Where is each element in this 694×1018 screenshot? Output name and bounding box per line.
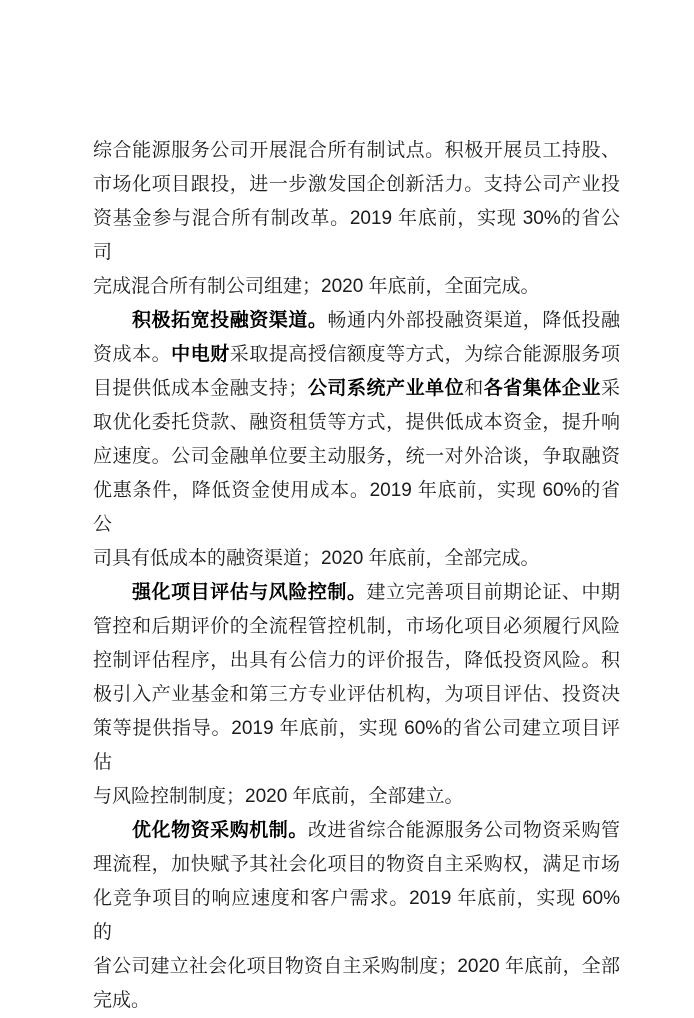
text-line	[93, 542, 620, 576]
paragraph	[93, 576, 620, 814]
text-run: 资基金参与混合所有制改革。2019 年底前，实现 30%的省公司	[93, 208, 620, 263]
text-line	[93, 440, 620, 474]
text-run: 采	[600, 378, 620, 399]
text-line	[93, 678, 620, 712]
text-run: 应速度。公司金融单位要主动服务，统一对外洽谈，争取融资	[93, 446, 620, 467]
text-run: 极引入产业基金和第三方专业评估机构，为项目评估、投资决	[93, 684, 620, 705]
text-run: 策等提供指导。2019 年底前，实现 60%的省公司建立项目评估	[93, 718, 620, 773]
bold-text-run: 公司系统产业单位	[307, 378, 465, 399]
text-line	[93, 202, 620, 270]
bold-text-run: 优化物资采购机制。	[132, 820, 308, 841]
text-run: 理流程，加快赋予其社会化项目的物资自主采购权，满足市场	[93, 854, 620, 875]
text-line	[93, 882, 620, 950]
text-line	[93, 406, 620, 440]
text-run: 目提供低成本金融支持；	[93, 378, 308, 399]
paragraph	[93, 814, 620, 1018]
text-line	[93, 644, 620, 678]
text-run: 畅通内外部投融资渠道，降低投融	[327, 310, 620, 331]
text-line	[93, 304, 620, 338]
text-line	[93, 168, 620, 202]
text-run: 建立完善项目前期论证、中期	[366, 582, 620, 603]
text-run: 完成混合所有制公司组建；2020 年底前，全面完成。	[93, 276, 540, 297]
text-run: 与风险控制制度；2020 年底前，全部建立。	[93, 786, 464, 807]
text-run: 省公司建立社会化项目物资自主采购制度；2020 年底前，全部	[93, 956, 620, 977]
text-run: 化竞争项目的响应速度和客户需求。2019 年底前，实现 60%的	[93, 888, 620, 943]
text-line	[93, 848, 620, 882]
text-run: 和	[464, 378, 484, 399]
text-run: 综合能源服务公司开展混合所有制试点。积极开展员工持股、	[93, 140, 620, 161]
text-line	[93, 814, 620, 848]
text-line	[93, 134, 620, 168]
text-line	[93, 950, 620, 984]
text-block	[93, 134, 620, 1018]
bold-text-run: 强化项目评估与风险控制。	[132, 582, 367, 603]
bold-text-run: 各省集体企业	[483, 378, 601, 399]
text-line	[93, 984, 620, 1018]
text-run: 市场化项目跟投，进一步激发国企创新活力。支持公司产业投	[93, 174, 620, 195]
text-line	[93, 270, 620, 304]
text-line	[93, 712, 620, 780]
text-line	[93, 780, 620, 814]
text-run: 采取提高授信额度等方式，为综合能源服务项	[229, 344, 620, 365]
text-run: 控制评估程序，出具有公信力的评价报告，降低投资风险。积	[93, 650, 620, 671]
text-run: 司具有低成本的融资渠道；2020 年底前，全部完成。	[93, 548, 540, 569]
bold-text-run: 积极拓宽投融资渠道。	[132, 310, 328, 331]
text-run: 资成本。	[93, 344, 172, 365]
paragraph	[93, 134, 620, 304]
paragraph	[93, 304, 620, 576]
text-line	[93, 372, 620, 406]
text-line	[93, 576, 620, 610]
text-line	[93, 474, 620, 542]
text-run: 完成。	[93, 990, 151, 1011]
text-run: 改进省综合能源服务公司物资采购管	[307, 820, 620, 841]
text-run: 优惠条件，降低资金使用成本。2019 年底前，实现 60%的省公	[93, 480, 620, 535]
text-run: 管控和后期评价的全流程管控机制，市场化项目必须履行风险	[93, 616, 620, 637]
text-line	[93, 610, 620, 644]
bold-text-run: 中电财	[171, 344, 230, 365]
text-line	[93, 338, 620, 372]
text-run: 取优化委托贷款、融资租赁等方式，提供低成本资金，提升响	[93, 412, 620, 433]
